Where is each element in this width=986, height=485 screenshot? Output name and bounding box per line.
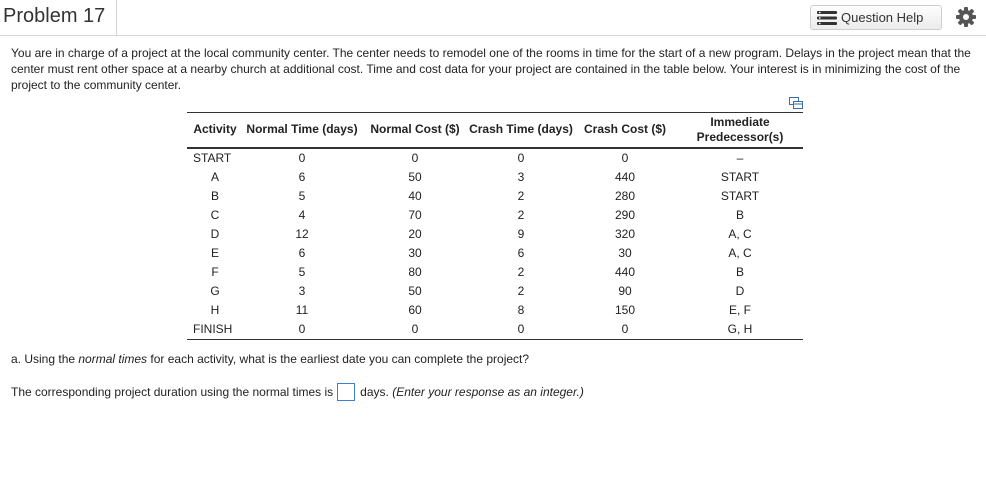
normal-time-cell: 6 <box>298 170 306 184</box>
predecessor-cell: START <box>720 170 760 184</box>
table-row <box>187 244 803 263</box>
question-prefix: a. Using the <box>11 352 79 366</box>
predecessor-cell: D <box>735 284 745 298</box>
normal-cost-cell: 50 <box>408 170 422 184</box>
normal-cost-cell: 80 <box>408 265 422 279</box>
crash-cost-cell: 0 <box>621 151 629 165</box>
normal-time-cell: 4 <box>298 208 306 222</box>
crash-cost-cell: 320 <box>614 227 636 241</box>
normal-time-cell: 3 <box>298 284 306 298</box>
question-a <box>11 352 529 366</box>
activity-cell: C <box>210 208 220 222</box>
activity-cell: B <box>210 189 219 203</box>
table-row <box>187 301 803 320</box>
crash-time-cell: 2 <box>517 265 525 279</box>
normal-cost-cell: 40 <box>408 189 422 203</box>
predecessor-cell: B <box>735 265 744 279</box>
table-row <box>187 206 803 225</box>
header-crash-cost: Crash Cost ($) <box>573 113 677 149</box>
table-row <box>187 168 803 187</box>
crash-time-cell: 8 <box>517 303 525 317</box>
answer-prefix: The corresponding project duration using the normal times is <box>11 385 334 399</box>
activity-cell: E <box>210 246 219 260</box>
header-predecessors: Immediate Predecessor(s) <box>677 113 803 149</box>
crash-cost-cell: 280 <box>614 189 636 203</box>
activity-table <box>187 112 803 340</box>
normal-time-cell: 5 <box>298 189 306 203</box>
crash-time-cell: 2 <box>517 284 525 298</box>
activity-cell: F <box>211 265 219 279</box>
activity-cell: A <box>210 170 219 184</box>
crash-time-cell: 0 <box>517 151 525 165</box>
activity-cell: H <box>210 303 220 317</box>
normal-time-cell: 11 <box>295 303 309 317</box>
crash-time-cell: 2 <box>517 208 525 222</box>
predecessor-cell: G, H <box>677 320 803 340</box>
table-row <box>187 187 803 206</box>
crash-time-cell: 0 <box>469 320 573 340</box>
normal-cost-cell: 0 <box>411 151 419 165</box>
table-row <box>187 225 803 244</box>
normal-time-cell: 0 <box>243 320 361 340</box>
header-bar <box>0 0 986 36</box>
predecessor-cell: – <box>736 151 744 165</box>
activity-cell: G <box>210 284 220 298</box>
copy-to-spreadsheet-icon[interactable] <box>789 97 803 109</box>
question-help-button[interactable] <box>810 5 942 30</box>
normal-cost-cell: 0 <box>361 320 469 340</box>
predecessor-cell: E, F <box>728 303 751 317</box>
question-suffix: for each activity, what is the earliest date you can complete the project? <box>147 352 530 366</box>
answer-input[interactable] <box>337 383 355 401</box>
crash-cost-cell: 150 <box>614 303 636 317</box>
normal-time-cell: 6 <box>298 246 306 260</box>
normal-time-cell: 0 <box>298 151 306 165</box>
normal-cost-cell: 30 <box>408 246 422 260</box>
table-header-row <box>187 113 803 149</box>
crash-cost-cell: 0 <box>573 320 677 340</box>
header-normal-time: Normal Time (days) <box>243 113 361 149</box>
header-activity: Activity <box>187 113 243 149</box>
normal-cost-cell: 70 <box>408 208 422 222</box>
table-row <box>187 263 803 282</box>
question-help-label: Question Help <box>841 10 924 25</box>
gear-icon[interactable] <box>955 6 977 28</box>
header-normal-cost: Normal Cost ($) <box>361 113 469 149</box>
crash-cost-cell: 440 <box>614 265 636 279</box>
list-icon <box>817 11 837 25</box>
predecessor-cell: B <box>735 208 744 222</box>
activity-cell: D <box>210 227 220 241</box>
title-box <box>0 0 117 35</box>
crash-time-cell: 9 <box>517 227 525 241</box>
problem-statement: You are in charge of a project at the local community center. The center needs to remodel one of the rooms in time for the start of a new program. Delays in the project mean that the center must rent other space at a nearby church at additional cost. Time and cost data for your project are contained in the table below. Your interest is in minimizing the cost of the project to the community center. <box>11 46 971 92</box>
answer-line <box>11 382 584 402</box>
question-emphasis: normal times <box>78 352 148 366</box>
normal-time-cell: 5 <box>298 265 306 279</box>
predecessor-cell: A, C <box>728 246 752 260</box>
activity-cell: START <box>193 151 232 165</box>
crash-cost-cell: 290 <box>614 208 636 222</box>
table-row <box>187 148 803 168</box>
crash-time-cell: 3 <box>517 170 525 184</box>
answer-hint: (Enter your response as an integer.) <box>392 385 584 399</box>
normal-cost-cell: 20 <box>408 227 422 241</box>
answer-unit: days. <box>360 385 389 399</box>
crash-time-cell: 6 <box>517 246 525 260</box>
table-row <box>187 282 803 301</box>
activity-cell: FINISH <box>187 320 243 340</box>
crash-time-cell: 2 <box>517 189 525 203</box>
normal-cost-cell: 50 <box>408 284 422 298</box>
predecessor-cell: START <box>720 189 760 203</box>
normal-cost-cell: 60 <box>408 303 422 317</box>
crash-cost-cell: 30 <box>618 246 632 260</box>
page-title: Problem 17 <box>3 5 106 27</box>
predecessor-cell: A, C <box>728 227 752 241</box>
table-row <box>187 320 803 340</box>
crash-cost-cell: 90 <box>618 284 632 298</box>
normal-time-cell: 12 <box>295 227 309 241</box>
crash-cost-cell: 440 <box>614 170 636 184</box>
header-crash-time: Crash Time (days) <box>469 113 573 149</box>
